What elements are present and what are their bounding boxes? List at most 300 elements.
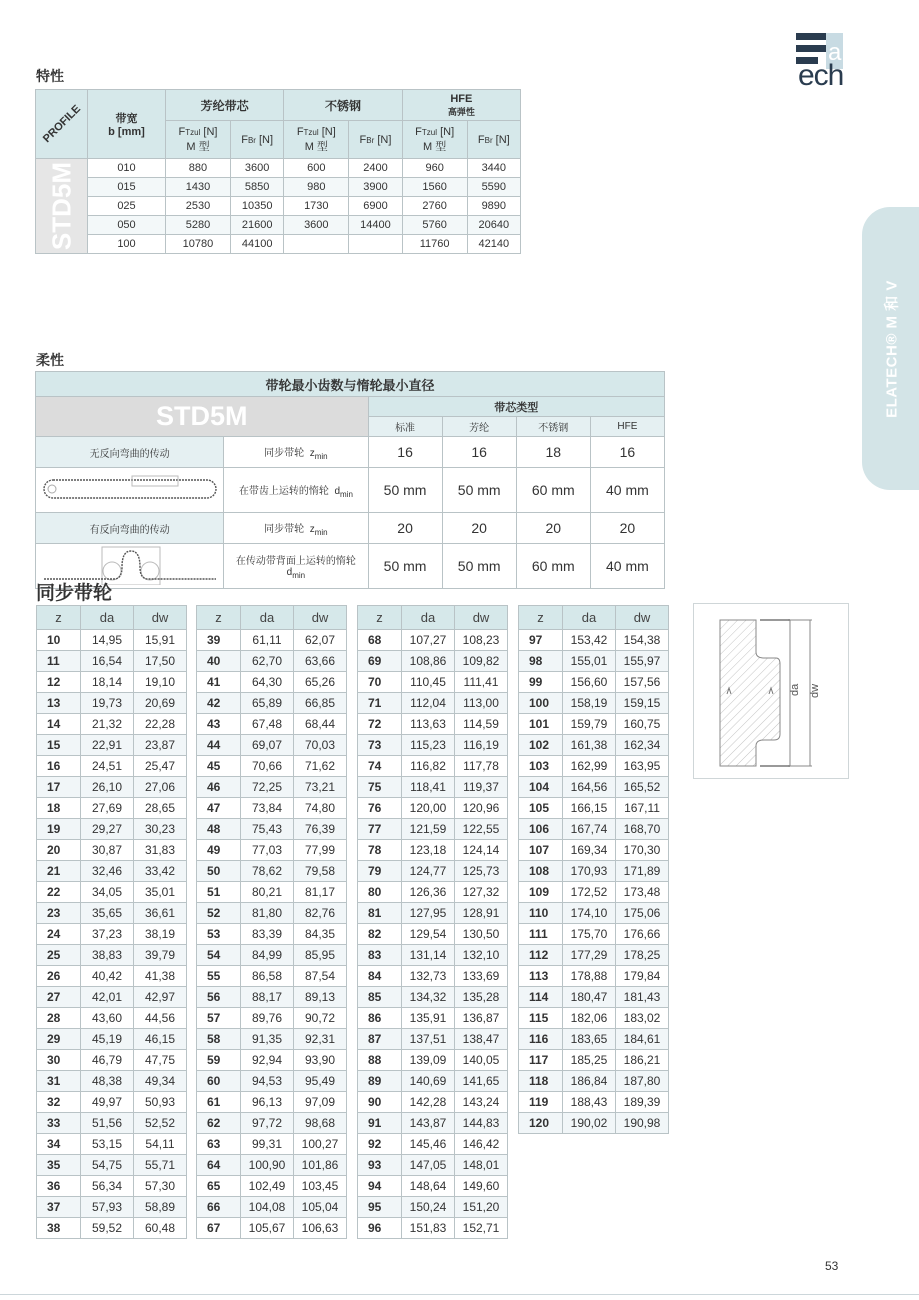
- pulley-z: 44: [197, 735, 241, 756]
- col-da: da: [563, 606, 616, 630]
- pulley-da: 77,03: [241, 840, 294, 861]
- pulley-z: 61: [197, 1092, 241, 1113]
- pulley-dw: 168,70: [616, 819, 669, 840]
- pulley-z: 80: [358, 882, 402, 903]
- pulley-dw: 178,25: [616, 945, 669, 966]
- pulley-dw: 54,11: [134, 1134, 187, 1155]
- ft-header: FTzul [N] M 型: [166, 121, 231, 159]
- pulley-row: [197, 777, 347, 798]
- value-cell: 40 mm: [590, 468, 664, 513]
- cell-aramid-ft: 1430: [166, 178, 231, 197]
- value-cell: 50 mm: [368, 544, 442, 589]
- pulley-dw: 100,27: [294, 1134, 347, 1155]
- pulley-da: 48,38: [81, 1071, 134, 1092]
- pulley-row: [197, 735, 347, 756]
- pulley-row: [37, 1071, 187, 1092]
- pulley-row: [197, 1029, 347, 1050]
- pulley-z: 36: [37, 1176, 81, 1197]
- pulley-z: 34: [37, 1134, 81, 1155]
- pulley-da: 161,38: [563, 735, 616, 756]
- pulley-row: [197, 630, 347, 651]
- value-cell: 16: [442, 437, 516, 468]
- pulley-z: 27: [37, 987, 81, 1008]
- pulley-row: [358, 987, 508, 1008]
- pulley-da: 22,91: [81, 735, 134, 756]
- pulley-dw: 60,48: [134, 1218, 187, 1239]
- pulley-z: 37: [37, 1197, 81, 1218]
- pulley-da: 75,43: [241, 819, 294, 840]
- pulley-row: [358, 672, 508, 693]
- pulley-dw: 171,89: [616, 861, 669, 882]
- pulley-da: 186,84: [563, 1071, 616, 1092]
- pulley-da: 14,95: [81, 630, 134, 651]
- pulley-z: 45: [197, 756, 241, 777]
- cell-steel-fbr: 3900: [349, 178, 402, 197]
- ft-header: FTzul [N] M 型: [284, 121, 349, 159]
- pulley-z: 110: [519, 903, 563, 924]
- ft-header: FTzul [N] M 型: [402, 121, 467, 159]
- pulley-z: 41: [197, 672, 241, 693]
- value-cell: 20: [368, 513, 442, 544]
- pulley-dw: 31,83: [134, 840, 187, 861]
- pulley-row: [197, 1176, 347, 1197]
- pulley-dw: 41,38: [134, 966, 187, 987]
- dw-label: dw: [809, 683, 821, 698]
- pulley-z: 14: [37, 714, 81, 735]
- pulley-z: 12: [37, 672, 81, 693]
- pulley-z: 108: [519, 861, 563, 882]
- belt-no-reverse-illustration: [36, 468, 224, 513]
- pulley-dw: 149,60: [455, 1176, 508, 1197]
- pulley-dw: 170,30: [616, 840, 669, 861]
- pulley-da: 134,32: [402, 987, 455, 1008]
- pulley-z: 47: [197, 798, 241, 819]
- pulley-z: 102: [519, 735, 563, 756]
- pulley-dw: 97,09: [294, 1092, 347, 1113]
- pulley-row: [37, 693, 187, 714]
- pulley-dw: 167,11: [616, 798, 669, 819]
- pulley-z: 67: [197, 1218, 241, 1239]
- case-reverse-caption: 有反向弯曲的传动: [36, 513, 224, 544]
- pulley-row: [519, 882, 669, 903]
- pulley-da: 72,25: [241, 777, 294, 798]
- pulley-z: 90: [358, 1092, 402, 1113]
- pulley-da: 100,90: [241, 1155, 294, 1176]
- pulley-da: 37,23: [81, 924, 134, 945]
- pulley-dw: 154,38: [616, 630, 669, 651]
- pulley-z: 70: [358, 672, 402, 693]
- pulley-dw: 82,76: [294, 903, 347, 924]
- pulley-dw: 127,32: [455, 882, 508, 903]
- pulley-da: 108,86: [402, 651, 455, 672]
- pulley-z: 53: [197, 924, 241, 945]
- pulley-dw: 176,66: [616, 924, 669, 945]
- pulley-dw: 184,61: [616, 1029, 669, 1050]
- col-dw: dw: [455, 606, 508, 630]
- pulley-row: [358, 756, 508, 777]
- pulley-z: 87: [358, 1029, 402, 1050]
- profile-name-cell: STD5M: [36, 159, 88, 254]
- pulley-dw: 124,14: [455, 840, 508, 861]
- flexibility-table: [35, 371, 665, 589]
- pulley-row: [358, 1008, 508, 1029]
- pulley-da: 91,35: [241, 1029, 294, 1050]
- page-number: 53: [825, 1259, 839, 1273]
- pulley-dw: 44,56: [134, 1008, 187, 1029]
- pulley-row: [358, 903, 508, 924]
- value-cell: 20: [442, 513, 516, 544]
- pulley-da: 46,79: [81, 1050, 134, 1071]
- pulley-z: 88: [358, 1050, 402, 1071]
- pulley-dw: 181,43: [616, 987, 669, 1008]
- pulley-da: 34,05: [81, 882, 134, 903]
- cell-b: 025: [88, 197, 166, 216]
- pulley-da: 147,05: [402, 1155, 455, 1176]
- properties-row: [36, 235, 521, 254]
- pulley-z: 50: [197, 861, 241, 882]
- pulley-da: 142,28: [402, 1092, 455, 1113]
- cell-aramid-ft: 2530: [166, 197, 231, 216]
- pulley-z: 84: [358, 966, 402, 987]
- pulley-dw: 92,31: [294, 1029, 347, 1050]
- pulley-dw: 90,72: [294, 1008, 347, 1029]
- pulley-da: 73,84: [241, 798, 294, 819]
- pulley-row: [37, 966, 187, 987]
- cell-hfe-ft: 2760: [402, 197, 467, 216]
- pulley-row: [37, 651, 187, 672]
- case-no-reverse-caption: 无反向弯曲的传动: [36, 437, 224, 468]
- flexibility-title: 柔性: [36, 352, 64, 368]
- cell-steel-fbr: 6900: [349, 197, 402, 216]
- pulley-da: 18,14: [81, 672, 134, 693]
- core-steel: 不锈钢: [516, 417, 590, 437]
- pulley-dw: 39,79: [134, 945, 187, 966]
- row-label: 同步带轮 $z_{min}$: [224, 437, 368, 468]
- pulley-da: 155,01: [563, 651, 616, 672]
- pulley-z: 91: [358, 1113, 402, 1134]
- pulley-row: [519, 1092, 669, 1113]
- pulley-da: 112,04: [402, 693, 455, 714]
- pulley-da: 32,46: [81, 861, 134, 882]
- cell-b: 010: [88, 159, 166, 178]
- pulley-z: 10: [37, 630, 81, 651]
- pulley-dw: 179,84: [616, 966, 669, 987]
- properties-table: [35, 89, 521, 254]
- pulley-dw: 101,86: [294, 1155, 347, 1176]
- pulley-z: 113: [519, 966, 563, 987]
- pulley-z: 94: [358, 1176, 402, 1197]
- pulley-dw: 76,39: [294, 819, 347, 840]
- pulley-row: [358, 1197, 508, 1218]
- pulley-row: [197, 1155, 347, 1176]
- pulley-row: [519, 861, 669, 882]
- pulley-dw: 55,71: [134, 1155, 187, 1176]
- pulley-dw: 157,56: [616, 672, 669, 693]
- pulley-row: [519, 651, 669, 672]
- pulley-da: 148,64: [402, 1176, 455, 1197]
- side-tab-label: ELATECH® M 和 V: [883, 279, 900, 418]
- pulley-da: 118,41: [402, 777, 455, 798]
- cell-hfe-fbr: 3440: [467, 159, 520, 178]
- pulley-row: [197, 798, 347, 819]
- pulley-row: [358, 1176, 508, 1197]
- pulley-z: 29: [37, 1029, 81, 1050]
- pulley-row: [358, 819, 508, 840]
- pulley-da: 126,36: [402, 882, 455, 903]
- pulley-dw: 84,35: [294, 924, 347, 945]
- pulley-row: [358, 651, 508, 672]
- pulley-dw: 52,52: [134, 1113, 187, 1134]
- pulley-da: 140,69: [402, 1071, 455, 1092]
- cell-steel-ft: 1730: [284, 197, 349, 216]
- pulley-dw: 71,62: [294, 756, 347, 777]
- pulley-row: [37, 882, 187, 903]
- pulley-dw: 15,91: [134, 630, 187, 651]
- pulley-dw: 68,44: [294, 714, 347, 735]
- pulley-row: [519, 1008, 669, 1029]
- pulley-row: [358, 1218, 508, 1239]
- pulley-row: [519, 735, 669, 756]
- pulley-cross-section-diagram: [693, 603, 849, 779]
- pulley-row: [197, 819, 347, 840]
- pulley-row: [197, 672, 347, 693]
- cell-b: 015: [88, 178, 166, 197]
- col-da: da: [402, 606, 455, 630]
- pulley-row: [197, 1197, 347, 1218]
- pulley-dw: 77,99: [294, 840, 347, 861]
- pulley-dw: 17,50: [134, 651, 187, 672]
- pulley-da: 62,70: [241, 651, 294, 672]
- pulley-da: 158,19: [563, 693, 616, 714]
- pulley-row: [37, 1092, 187, 1113]
- col-dw: dw: [616, 606, 669, 630]
- pulley-z: 66: [197, 1197, 241, 1218]
- pulley-dw: 46,15: [134, 1029, 187, 1050]
- pulley-da: 80,21: [241, 882, 294, 903]
- value-cell: 60 mm: [516, 544, 590, 589]
- pulleys-title: 同步带轮: [36, 583, 113, 604]
- pulley-row: [519, 714, 669, 735]
- pulley-dw: 165,52: [616, 777, 669, 798]
- pulley-z: 114: [519, 987, 563, 1008]
- pulley-da: 153,42: [563, 630, 616, 651]
- hfe-header: HFE 高弹性: [402, 90, 520, 121]
- pulley-dw: 160,75: [616, 714, 669, 735]
- pulley-z: 95: [358, 1197, 402, 1218]
- pulley-row: [519, 840, 669, 861]
- cell-steel-ft: 3600: [284, 216, 349, 235]
- pulley-z: 16: [37, 756, 81, 777]
- pulley-da: 131,14: [402, 945, 455, 966]
- pulley-dw: 130,50: [455, 924, 508, 945]
- pulley-dw: 35,01: [134, 882, 187, 903]
- pulley-da: 29,27: [81, 819, 134, 840]
- pulley-dw: 74,80: [294, 798, 347, 819]
- pulley-da: 27,69: [81, 798, 134, 819]
- pulley-row: [197, 714, 347, 735]
- pulley-row: [358, 1050, 508, 1071]
- pulley-row: [37, 1176, 187, 1197]
- pulley-dw: 135,28: [455, 987, 508, 1008]
- row-label: 同步带轮 $z_{min}$: [224, 513, 368, 544]
- pulley-dw: 108,23: [455, 630, 508, 651]
- pulley-row: [197, 1071, 347, 1092]
- pulley-da: 151,83: [402, 1218, 455, 1239]
- pulley-da: 40,42: [81, 966, 134, 987]
- pulley-z: 40: [197, 651, 241, 672]
- value-cell: 16: [590, 437, 664, 468]
- pulley-table-1: [36, 605, 187, 1239]
- pulley-dw: 20,69: [134, 693, 187, 714]
- pulley-z: 62: [197, 1113, 241, 1134]
- pulley-z: 99: [519, 672, 563, 693]
- pulley-dw: 79,58: [294, 861, 347, 882]
- da-label: da: [789, 683, 801, 696]
- pulley-z: 89: [358, 1071, 402, 1092]
- properties-row: [36, 159, 521, 178]
- pulley-dw: 62,07: [294, 630, 347, 651]
- pulley-dw: 162,34: [616, 735, 669, 756]
- pulley-dw: 105,04: [294, 1197, 347, 1218]
- pulley-z: 21: [37, 861, 81, 882]
- pulley-dw: 106,63: [294, 1218, 347, 1239]
- pulley-row: [519, 924, 669, 945]
- pulley-dw: 89,13: [294, 987, 347, 1008]
- pulley-da: 96,13: [241, 1092, 294, 1113]
- pulley-da: 139,09: [402, 1050, 455, 1071]
- pulley-z: 15: [37, 735, 81, 756]
- pulley-da: 59,52: [81, 1218, 134, 1239]
- pulley-dw: 19,10: [134, 672, 187, 693]
- pulley-da: 182,06: [563, 1008, 616, 1029]
- pulley-da: 178,88: [563, 966, 616, 987]
- pulley-dw: 70,03: [294, 735, 347, 756]
- value-cell: 50 mm: [442, 544, 516, 589]
- pulley-row: [197, 1008, 347, 1029]
- pulley-z: 106: [519, 819, 563, 840]
- pulley-da: 164,56: [563, 777, 616, 798]
- pulley-z: 103: [519, 756, 563, 777]
- pulley-dw: 85,95: [294, 945, 347, 966]
- pulley-row: [197, 651, 347, 672]
- pulley-row: [358, 735, 508, 756]
- pulley-row: [519, 987, 669, 1008]
- pulley-z: 107: [519, 840, 563, 861]
- pulley-z: 58: [197, 1029, 241, 1050]
- pulley-dw: 65,26: [294, 672, 347, 693]
- cell-steel-ft: [284, 235, 349, 254]
- pulley-dw: 27,06: [134, 777, 187, 798]
- row-label: 在传动带背面上运转的惰轮 $d_{min}$: [224, 544, 368, 589]
- cell-hfe-ft: 960: [402, 159, 467, 178]
- pulley-z: 33: [37, 1113, 81, 1134]
- pulley-z: 35: [37, 1155, 81, 1176]
- pulley-row: [519, 1029, 669, 1050]
- pulley-dw: 50,93: [134, 1092, 187, 1113]
- pulley-row: [37, 735, 187, 756]
- properties-title: 特性: [36, 68, 64, 84]
- value-cell: 60 mm: [516, 468, 590, 513]
- pulley-z: 79: [358, 861, 402, 882]
- pulley-z: 31: [37, 1071, 81, 1092]
- pulley-z: 32: [37, 1092, 81, 1113]
- col-z: z: [519, 606, 563, 630]
- pulley-dw: 23,87: [134, 735, 187, 756]
- pulley-da: 110,45: [402, 672, 455, 693]
- pulley-row: [197, 987, 347, 1008]
- pulley-z: 82: [358, 924, 402, 945]
- pulley-da: 69,07: [241, 735, 294, 756]
- pulley-da: 56,34: [81, 1176, 134, 1197]
- pulley-z: 48: [197, 819, 241, 840]
- pulley-row: [519, 1050, 669, 1071]
- pulley-dw: 36,61: [134, 903, 187, 924]
- pulley-z: 38: [37, 1218, 81, 1239]
- pulley-dw: 47,75: [134, 1050, 187, 1071]
- pulley-row: [197, 924, 347, 945]
- pulley-z: 68: [358, 630, 402, 651]
- pulley-dw: 140,05: [455, 1050, 508, 1071]
- pulley-da: 120,00: [402, 798, 455, 819]
- pulley-z: 78: [358, 840, 402, 861]
- pulley-da: 54,75: [81, 1155, 134, 1176]
- col-da: da: [81, 606, 134, 630]
- pulley-da: 180,47: [563, 987, 616, 1008]
- pulley-row: [519, 1071, 669, 1092]
- pulley-da: 16,54: [81, 651, 134, 672]
- pulley-row: [358, 966, 508, 987]
- pulley-z: 120: [519, 1113, 563, 1134]
- pulley-row: [358, 861, 508, 882]
- pulley-da: 162,99: [563, 756, 616, 777]
- pulley-row: [37, 630, 187, 651]
- pulley-z: 65: [197, 1176, 241, 1197]
- pulley-da: 190,02: [563, 1113, 616, 1134]
- pulley-da: 64,30: [241, 672, 294, 693]
- fbr-header: FBr [N]: [349, 121, 402, 159]
- pulley-z: 30: [37, 1050, 81, 1071]
- pulley-row: [358, 1071, 508, 1092]
- pulley-dw: 152,71: [455, 1218, 508, 1239]
- pulley-dw: 114,59: [455, 714, 508, 735]
- core-type-header: 带芯类型: [368, 397, 664, 417]
- col-z: z: [197, 606, 241, 630]
- pulley-da: 169,34: [563, 840, 616, 861]
- pulley-da: 43,60: [81, 1008, 134, 1029]
- pulley-z: 119: [519, 1092, 563, 1113]
- properties-row: [36, 216, 521, 235]
- logo-letter: a: [828, 39, 842, 66]
- fbr-header: FBr [N]: [467, 121, 520, 159]
- pulley-dw: 138,47: [455, 1029, 508, 1050]
- pulley-da: 24,51: [81, 756, 134, 777]
- pulley-row: [197, 966, 347, 987]
- pulley-z: 109: [519, 882, 563, 903]
- pulley-row: [37, 1155, 187, 1176]
- pulley-da: 113,63: [402, 714, 455, 735]
- side-tab: [862, 207, 919, 490]
- pulley-z: 72: [358, 714, 402, 735]
- pulley-da: 51,56: [81, 1113, 134, 1134]
- pulley-z: 98: [519, 651, 563, 672]
- pulley-dw: 141,65: [455, 1071, 508, 1092]
- pulley-da: 137,51: [402, 1029, 455, 1050]
- pulley-row: [197, 1134, 347, 1155]
- pulley-row: [37, 1008, 187, 1029]
- pulley-z: 17: [37, 777, 81, 798]
- value-cell: 50 mm: [368, 468, 442, 513]
- pulley-dw: 116,19: [455, 735, 508, 756]
